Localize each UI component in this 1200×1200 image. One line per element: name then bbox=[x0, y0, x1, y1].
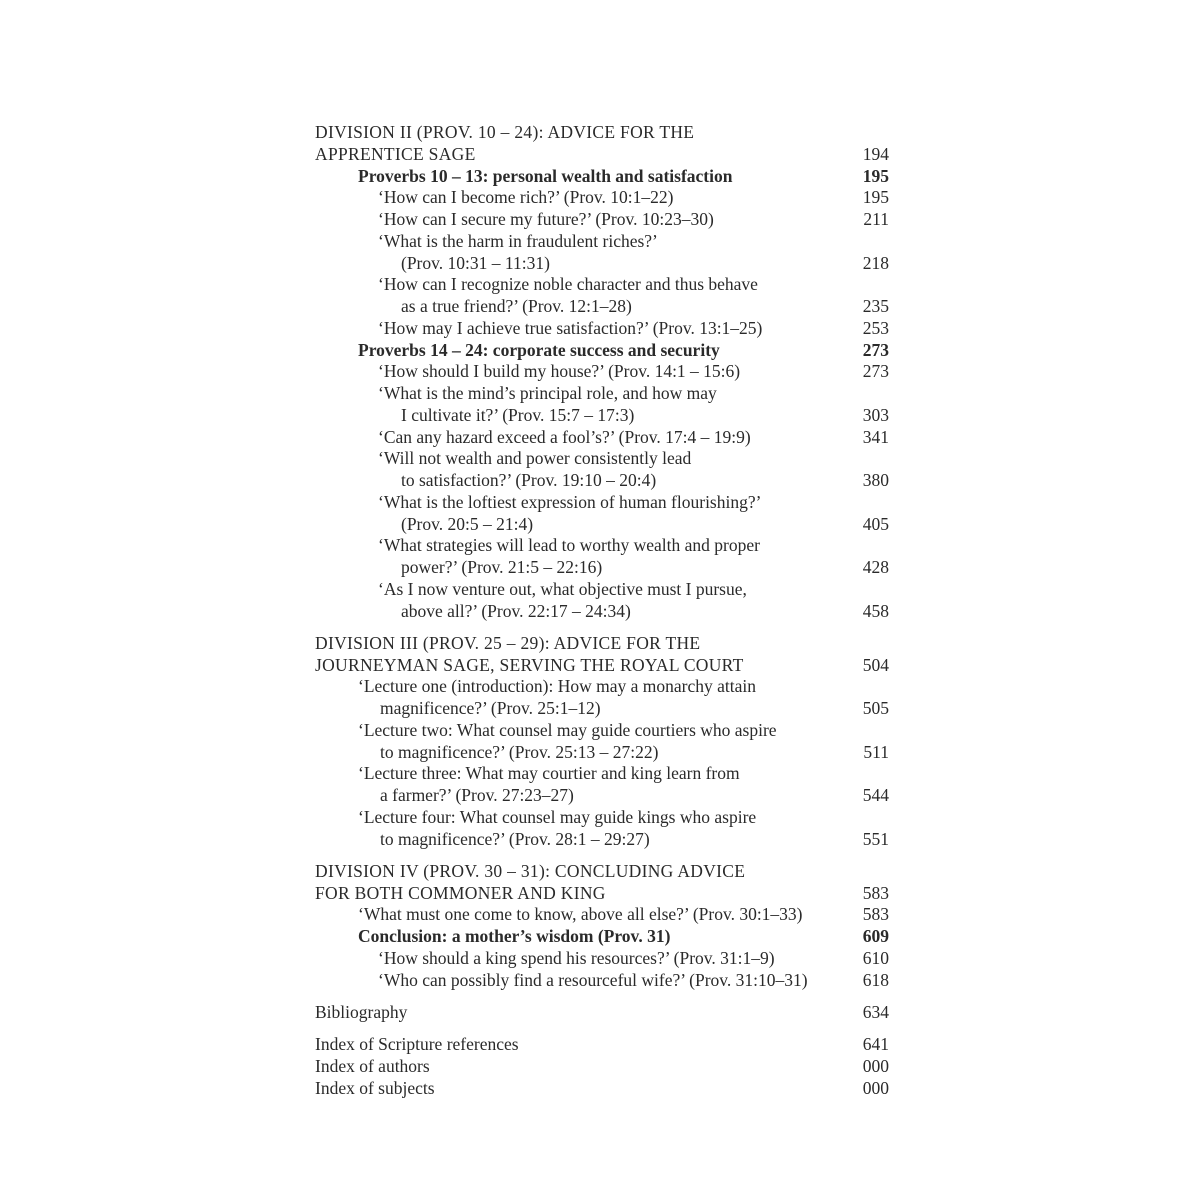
toc-entry-title-line: ‘Will not wealth and power consistently lead bbox=[378, 448, 692, 469]
toc-section-entry bbox=[315, 1002, 889, 1024]
toc-page-number: 544 bbox=[862, 785, 889, 805]
toc-page-number: 504 bbox=[862, 654, 889, 675]
toc-page-number: 273 bbox=[862, 361, 889, 382]
toc-page-number: 551 bbox=[862, 828, 889, 849]
toc-page-number: 610 bbox=[862, 947, 889, 968]
toc-part-entry bbox=[315, 340, 889, 362]
toc-entry-title-line: APPRENTICE SAGE bbox=[315, 143, 476, 164]
toc-entry-title-line: Index of subjects bbox=[315, 1077, 435, 1098]
toc-entry-title-line: ‘How should a king spend his resources?’ (Prov. 31:1–9) bbox=[378, 947, 775, 968]
toc-entry-title-line: ‘As I now venture out, what objective must I pursue, bbox=[378, 578, 747, 599]
toc-chapter-entry bbox=[315, 231, 889, 275]
toc-page-number: 211 bbox=[863, 209, 889, 229]
toc-entry-title-line: to magnificence?’ (Prov. 25:13 – 27:22) bbox=[380, 741, 659, 762]
toc-page-number: 000 bbox=[862, 1077, 889, 1098]
toc-entry-title-line: DIVISION III (PROV. 25 – 29): ADVICE FOR THE bbox=[315, 632, 701, 653]
toc-entry-title-line: ‘Lecture three: What may courtier and king learn from bbox=[358, 763, 740, 784]
toc-section-entry bbox=[315, 1056, 889, 1078]
toc-chapter-entry bbox=[315, 492, 889, 536]
toc-chapter-entry bbox=[315, 427, 889, 449]
toc-entry-title-line: (Prov. 10:31 – 11:31) bbox=[401, 252, 550, 273]
toc-entry-title-line: ‘Who can possibly find a resourceful wife?’ (Prov. 31:10–31) bbox=[378, 969, 808, 990]
toc-entry-title-line: magnificence?’ (Prov. 25:1–12) bbox=[380, 698, 601, 718]
toc-page-number: 641 bbox=[862, 1034, 889, 1054]
toc-entry-title-line: ‘What strategies will lead to worthy wealth and proper bbox=[378, 535, 760, 556]
toc-page-number: 195 bbox=[862, 187, 889, 208]
toc-entry-title-line: Proverbs 14 – 24: corporate success and security bbox=[358, 339, 720, 360]
toc-entry-title-line: I cultivate it?’ (Prov. 15:7 – 17:3) bbox=[401, 404, 635, 425]
toc-entry-title-line: ‘What must one come to know, above all else?’ (Prov. 30:1–33) bbox=[358, 904, 803, 925]
toc-page-number: 505 bbox=[862, 698, 889, 718]
toc-entry-title-line: as a true friend?’ (Prov. 12:1–28) bbox=[401, 296, 632, 316]
toc-entry-title-line: ‘Lecture four: What counsel may guide kings who aspire bbox=[358, 806, 757, 827]
toc-entry-title-line: Bibliography bbox=[315, 1001, 408, 1022]
toc-entry-title-line: Conclusion: a mother’s wisdom (Prov. 31) bbox=[358, 926, 671, 946]
toc-page-number: 253 bbox=[862, 317, 889, 338]
toc-page-number: 583 bbox=[862, 882, 889, 903]
toc-chapter-entry bbox=[315, 763, 889, 807]
toc-chapter-entry bbox=[315, 383, 889, 427]
toc-chapter-entry bbox=[315, 187, 889, 209]
toc-chapter-entry bbox=[315, 274, 889, 318]
toc-entry-title-line: ‘How can I recognize noble character and thus behave bbox=[378, 274, 758, 295]
toc-chapter-entry bbox=[315, 970, 889, 992]
toc-chapter-entry bbox=[315, 318, 889, 340]
toc-page-number: 000 bbox=[862, 1055, 889, 1076]
toc-page-number: 511 bbox=[863, 741, 889, 762]
toc-part-entry bbox=[315, 166, 889, 188]
toc-page-number: 618 bbox=[862, 969, 889, 990]
toc-entry-title-line: ‘How can I secure my future?’ (Prov. 10:23–30) bbox=[378, 209, 714, 229]
toc-chapter-entry bbox=[315, 720, 889, 764]
toc-entry-title-line: ‘How should I build my house?’ (Prov. 14:1 – 15:6) bbox=[378, 361, 741, 382]
toc-entry-title-line: FOR BOTH COMMONER AND KING bbox=[315, 882, 606, 903]
toc-page-number: 341 bbox=[862, 426, 889, 447]
toc-page-number: 273 bbox=[862, 339, 889, 360]
toc-page-number: 303 bbox=[862, 404, 889, 425]
toc-chapter-entry bbox=[315, 676, 889, 720]
toc-section-entry bbox=[315, 1078, 889, 1100]
toc-entry-title-line: Index of authors bbox=[315, 1055, 430, 1076]
toc-chapter-entry bbox=[315, 535, 889, 579]
toc-page-number: 405 bbox=[862, 513, 889, 534]
toc-page-number: 609 bbox=[862, 926, 889, 946]
toc-entry-title-line: above all?’ (Prov. 22:17 – 24:34) bbox=[401, 600, 631, 621]
toc-entry-title-line: ‘Lecture one (introduction): How may a monarchy attain bbox=[358, 676, 756, 697]
toc-section-entry bbox=[315, 1034, 889, 1056]
toc-page-number: 218 bbox=[862, 252, 889, 273]
toc-page-number: 458 bbox=[862, 600, 889, 621]
toc-page-number: 380 bbox=[862, 470, 889, 490]
toc-section-entry bbox=[315, 122, 889, 166]
toc-chapter-entry bbox=[315, 807, 889, 851]
toc-page-number: 235 bbox=[862, 296, 889, 316]
toc-part-entry bbox=[315, 926, 889, 948]
toc-entry-title-line: ‘What is the harm in fraudulent riches?’ bbox=[378, 230, 658, 251]
toc-chapter-entry bbox=[315, 579, 889, 623]
toc-page-number: 194 bbox=[862, 143, 889, 164]
toc-chapter-entry bbox=[315, 948, 889, 970]
toc-entry-title-line: DIVISION II (PROV. 10 – 24): ADVICE FOR THE bbox=[315, 122, 695, 142]
toc-entry-title-line: ‘Can any hazard exceed a fool’s?’ (Prov. 17:4 – 19:9) bbox=[378, 426, 751, 447]
toc-entry-title-line: ‘Lecture two: What counsel may guide courtiers who aspire bbox=[358, 719, 777, 740]
toc-page-number: 583 bbox=[862, 904, 889, 925]
toc-page-number: 634 bbox=[862, 1001, 889, 1022]
table-of-contents bbox=[315, 122, 889, 1099]
toc-entry-title-line: ‘What is the loftiest expression of human flourishing?’ bbox=[378, 491, 762, 512]
toc-chapter-entry bbox=[315, 209, 889, 231]
toc-chapter-entry bbox=[315, 448, 889, 492]
toc-section-entry bbox=[315, 861, 889, 905]
toc-entry-title-line: JOURNEYMAN SAGE, SERVING THE ROYAL COURT bbox=[315, 654, 744, 675]
toc-section-entry bbox=[315, 633, 889, 677]
toc-entry-title-line: (Prov. 20:5 – 21:4) bbox=[401, 513, 534, 534]
toc-entry-title-line: Proverbs 10 – 13: personal wealth and satisfaction bbox=[358, 165, 733, 186]
toc-entry-title-line: to satisfaction?’ (Prov. 19:10 – 20:4) bbox=[401, 470, 657, 490]
toc-chapter-entry bbox=[315, 361, 889, 383]
toc-entry-title-line: ‘How may I achieve true satisfaction?’ (Prov. 13:1–25) bbox=[378, 317, 763, 338]
toc-entry-title-line: DIVISION IV (PROV. 30 – 31): CONCLUDING ADVICE bbox=[315, 860, 746, 881]
toc-page-number: 195 bbox=[862, 165, 889, 186]
toc-entry-title-line: ‘What is the mind’s principal role, and how may bbox=[378, 383, 717, 403]
toc-entry-title-line: ‘How can I become rich?’ (Prov. 10:1–22) bbox=[378, 187, 674, 208]
toc-entry-title-line: to magnificence?’ (Prov. 28:1 – 29:27) bbox=[380, 828, 650, 849]
toc-entry-title-line: power?’ (Prov. 21:5 – 22:16) bbox=[401, 557, 603, 577]
toc-entry-title-line: Index of Scripture references bbox=[315, 1034, 519, 1054]
toc-chapter-entry bbox=[315, 904, 889, 926]
toc-page-number: 428 bbox=[862, 557, 889, 577]
toc-entry-title-line: a farmer?’ (Prov. 27:23–27) bbox=[380, 785, 574, 805]
